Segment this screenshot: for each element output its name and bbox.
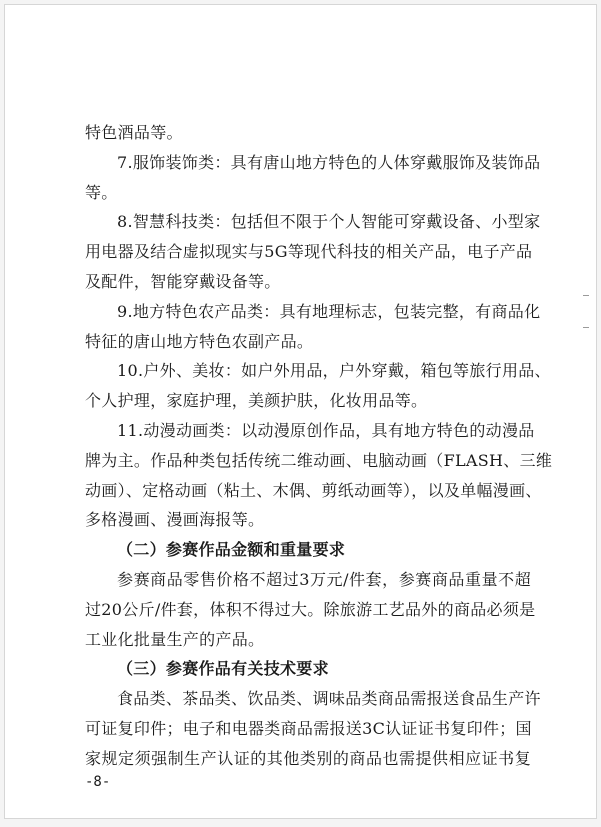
text-line: 特色酒品等。 <box>85 123 183 142</box>
text-line: 多格漫画、漫画海报等。 <box>85 510 265 530</box>
text-line: 9.地方特色农产品类：具有地理标志，包装完整，有商品化 <box>117 301 541 321</box>
text-line: 及配件，智能穿戴设备等。 <box>85 271 281 291</box>
document-page <box>4 4 597 819</box>
text-line: 特征的唐山地方特色农副产品。 <box>85 331 314 351</box>
text-line: 10.户外、美妆：如户外用品，户外穿戴，箱包等旅行用品、 <box>117 361 551 381</box>
text-line: 家规定须强制生产认证的其他类别的商品也需提供相应证书复 <box>85 748 531 768</box>
text-line: 7.服饰装饰类：具有唐山地方特色的人体穿戴服饰及装饰品 <box>117 152 541 172</box>
text-line: 动画）、定格动画（粘土、木偶、剪纸动画等），以及单幅漫画、 <box>85 480 542 500</box>
margin-mark <box>583 295 589 296</box>
text-line: 食品类、茶品类、饮品类、调味品类商品需报送食品生产许 <box>117 689 541 709</box>
section-heading: （二）参赛作品金额和重量要求 <box>117 540 346 560</box>
text-line: 8.智慧科技类：包括但不限于个人智能可穿戴设备、小型家 <box>117 212 541 232</box>
text-line: 用电器及结合虚拟现实与5G等现代科技的相关产品，电子产品 <box>85 242 533 262</box>
text-line: 可证复印件；电子和电器类商品需报送3C认证证书复印件；国 <box>85 718 532 738</box>
body-text <box>85 118 553 774</box>
section-heading: （三）参赛作品有关技术要求 <box>117 659 329 679</box>
page-number: -8- <box>85 774 111 790</box>
text-line: 11.动漫动画类：以动漫原创作品，具有地方特色的动漫品 <box>117 420 535 440</box>
text-line: 工业化批量生产的产品。 <box>85 629 265 649</box>
text-line: 个人护理，家庭护理，美颜护肤，化妆用品等。 <box>85 391 428 411</box>
margin-mark <box>583 327 589 328</box>
text-line: 等。 <box>85 182 118 202</box>
text-line: 参赛商品零售价格不超过3万元/件套，参赛商品重量不超 <box>117 569 531 589</box>
text-line: 过20公斤/件套，体积不得过大。除旅游工艺品外的商品必须是 <box>85 599 536 619</box>
text-line: 牌为主。作品种类包括传统二维动画、电脑动画（FLASH、三维 <box>85 450 553 470</box>
